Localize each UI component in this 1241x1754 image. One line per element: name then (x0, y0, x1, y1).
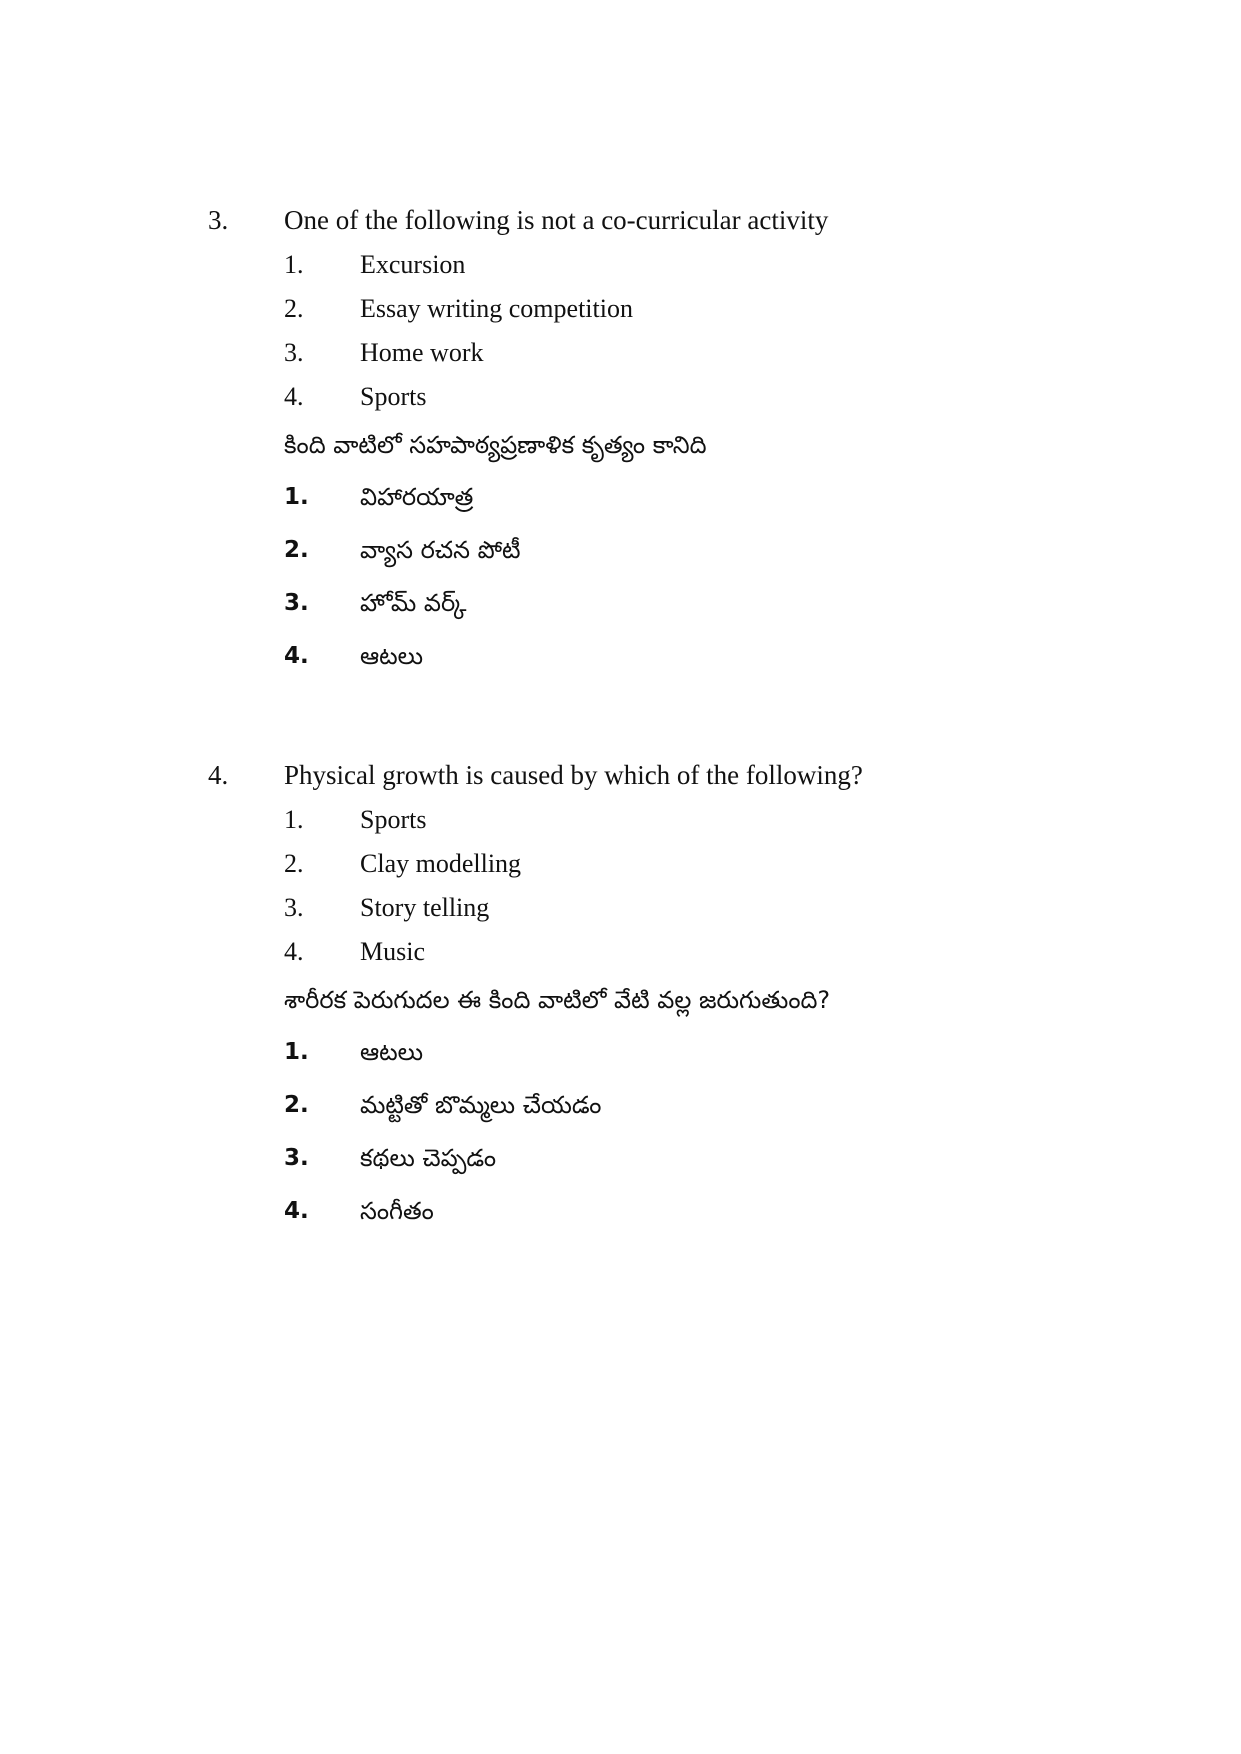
question-text-english: Physical growth is caused by which of the following? (284, 760, 863, 790)
option-text: ఆటలు (360, 1038, 423, 1066)
option-telugu-2 (0, 1079, 1241, 1132)
question-4 (0, 752, 1241, 1238)
option-text: Clay modelling (360, 849, 522, 878)
option-number: 1. (284, 805, 304, 834)
question-header (0, 197, 1241, 243)
option-text: కథలు చెప్పడం (360, 1144, 496, 1172)
option-number: 3. (284, 893, 304, 922)
option-number: 1. (284, 484, 309, 510)
option-telugu-1 (0, 471, 1241, 524)
option-number: 4. (284, 937, 304, 966)
option-text: Story telling (360, 893, 490, 922)
option-number: 2. (284, 1092, 309, 1118)
option-text: సంగీతం (360, 1197, 434, 1225)
option-number: 4. (284, 643, 309, 669)
option-telugu-3 (0, 1132, 1241, 1185)
option-telugu-2 (0, 524, 1241, 577)
option-text: విహారయాత్ర (360, 483, 474, 511)
option-telugu-4 (0, 630, 1241, 683)
option-telugu-4 (0, 1185, 1241, 1238)
option-text: వ్యాస రచన పోటీ (360, 536, 521, 564)
option-text: Sports (360, 805, 427, 834)
option-english-3 (0, 331, 1241, 375)
option-number: 2. (284, 849, 304, 878)
option-english-2 (0, 842, 1241, 886)
option-english-4 (0, 930, 1241, 974)
option-text: Sports (360, 382, 427, 411)
option-number: 1. (284, 250, 304, 279)
option-english-2 (0, 287, 1241, 331)
question-3 (0, 197, 1241, 683)
question-header-telugu (0, 974, 1241, 1026)
question-text-english: One of the following is not a co-curricular activity (284, 205, 829, 235)
option-text: Home work (360, 338, 484, 367)
question-number: 3. (208, 205, 229, 235)
question-header-telugu (0, 419, 1241, 471)
option-telugu-1 (0, 1026, 1241, 1079)
option-number: 1. (284, 1039, 309, 1065)
option-number: 3. (284, 338, 304, 367)
option-number: 4. (284, 1198, 309, 1224)
option-number: 3. (284, 590, 309, 616)
option-number: 4. (284, 382, 304, 411)
option-number: 2. (284, 537, 309, 563)
option-number: 2. (284, 294, 304, 323)
option-text: Excursion (360, 250, 466, 279)
question-text-telugu: శారీరక పెరుగుదల ఈ కింది వాటిలో వేటి వల్ల జరుగుతుంది? (284, 986, 831, 1014)
option-text: మట్టితో బొమ్మలు చేయడం (360, 1091, 602, 1119)
option-telugu-3 (0, 577, 1241, 630)
option-english-3 (0, 886, 1241, 930)
option-english-1 (0, 798, 1241, 842)
option-english-4 (0, 375, 1241, 419)
question-header (0, 752, 1241, 798)
question-text-telugu: కింది వాటిలో సహపాఠ్యప్రణాళిక కృత్యం కానిది (284, 431, 707, 459)
option-text: ఆటలు (360, 642, 423, 670)
option-english-1 (0, 243, 1241, 287)
option-text: Music (360, 937, 425, 966)
question-number: 4. (208, 760, 229, 790)
option-text: Essay writing competition (360, 294, 633, 323)
option-number: 3. (284, 1145, 309, 1171)
option-text: హోమ్ వర్క్ (360, 589, 467, 617)
